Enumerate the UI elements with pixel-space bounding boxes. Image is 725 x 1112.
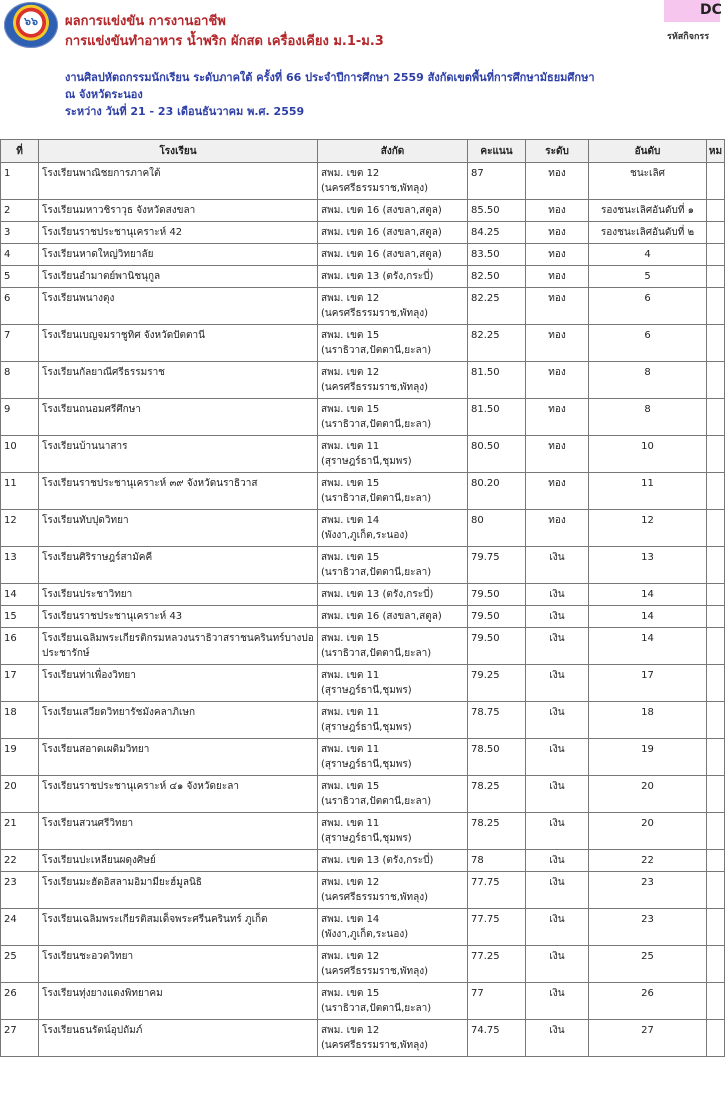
row-score: 79.75 bbox=[468, 547, 526, 584]
row-affiliation bbox=[318, 1020, 468, 1057]
row-level: ทอง bbox=[526, 436, 589, 473]
affiliation-line-1: สพม. เขต 13 (ตรัง,กระบี่) bbox=[321, 271, 434, 282]
row-school: โรงเรียนพาณิชยการภาคใต้ bbox=[39, 163, 318, 200]
affiliation-line-1: สพม. เขต 15 bbox=[321, 330, 380, 341]
row-no: 19 bbox=[1, 739, 39, 776]
row-rank: 20 bbox=[589, 813, 707, 850]
row-rank: 18 bbox=[589, 702, 707, 739]
row-score: 82.25 bbox=[468, 288, 526, 325]
affiliation-line-1: สพม. เขต 12 bbox=[321, 367, 380, 378]
table-row bbox=[1, 628, 725, 665]
table-row bbox=[1, 325, 725, 362]
activity-code-label: รหัสกิจกรร bbox=[667, 32, 710, 42]
row-extra bbox=[707, 244, 725, 266]
row-affiliation bbox=[318, 776, 468, 813]
affiliation-line-1: สพม. เขต 15 bbox=[321, 552, 380, 563]
event-dates: ระหว่าง วันที่ 21 - 23 เดือนธันวาคม พ.ศ. 2559 bbox=[65, 105, 305, 118]
row-score: 74.75 bbox=[468, 1020, 526, 1057]
row-extra bbox=[707, 813, 725, 850]
row-score: 79.25 bbox=[468, 665, 526, 702]
table-row bbox=[1, 1020, 725, 1057]
affiliation-line-2: (สุราษฎร์ธานี,ชุมพร) bbox=[321, 759, 412, 770]
affiliation-line-1: สพม. เขต 12 bbox=[321, 877, 380, 888]
table-row bbox=[1, 946, 725, 983]
row-affiliation bbox=[318, 362, 468, 399]
row-level: เงิน bbox=[526, 628, 589, 665]
table-row bbox=[1, 266, 725, 288]
row-score: 80 bbox=[468, 510, 526, 547]
row-rank: 12 bbox=[589, 510, 707, 547]
row-extra bbox=[707, 163, 725, 200]
row-level: ทอง bbox=[526, 473, 589, 510]
results-body bbox=[1, 163, 725, 1057]
row-school: โรงเรียนถนอมศรีศึกษา bbox=[39, 399, 318, 436]
affiliation-line-2: (นครศรีธรรมราช,พัทลุง) bbox=[321, 183, 429, 194]
row-level: เงิน bbox=[526, 872, 589, 909]
row-school: โรงเรียนกัลยาณีศรีธรรมราช bbox=[39, 362, 318, 399]
row-affiliation bbox=[318, 436, 468, 473]
row-level: ทอง bbox=[526, 266, 589, 288]
row-level: เงิน bbox=[526, 909, 589, 946]
row-extra bbox=[707, 436, 725, 473]
results-table bbox=[0, 139, 725, 1057]
row-score: 87 bbox=[468, 163, 526, 200]
header-level: ระดับ bbox=[526, 140, 589, 163]
table-row bbox=[1, 872, 725, 909]
row-school: โรงเรียนสอาดเผดิมวิทยา bbox=[39, 739, 318, 776]
row-affiliation bbox=[318, 584, 468, 606]
row-level: ทอง bbox=[526, 200, 589, 222]
row-extra bbox=[707, 739, 725, 776]
row-score: 77.75 bbox=[468, 872, 526, 909]
header-no: ที่ bbox=[1, 140, 39, 163]
row-affiliation bbox=[318, 547, 468, 584]
row-score: 78.75 bbox=[468, 702, 526, 739]
row-level: เงิน bbox=[526, 983, 589, 1020]
affiliation-line-2: (สุราษฎร์ธานี,ชุมพร) bbox=[321, 833, 412, 844]
row-score: 82.50 bbox=[468, 266, 526, 288]
row-score: 82.25 bbox=[468, 325, 526, 362]
row-affiliation bbox=[318, 739, 468, 776]
row-score: 78.25 bbox=[468, 776, 526, 813]
row-affiliation bbox=[318, 288, 468, 325]
row-school: โรงเรียนทับปุดวิทยา bbox=[39, 510, 318, 547]
row-rank: 27 bbox=[589, 1020, 707, 1057]
row-school: โรงเรียนศิริราษฎร์สามัคคี bbox=[39, 547, 318, 584]
row-school: โรงเรียนปะเหลียนผดุงศิษย์ bbox=[39, 850, 318, 872]
affiliation-line-1: สพม. เขต 15 bbox=[321, 633, 380, 644]
table-row bbox=[1, 200, 725, 222]
row-score: 77 bbox=[468, 983, 526, 1020]
table-row bbox=[1, 547, 725, 584]
row-extra bbox=[707, 288, 725, 325]
row-extra bbox=[707, 850, 725, 872]
row-affiliation bbox=[318, 665, 468, 702]
table-row bbox=[1, 510, 725, 547]
affiliation-line-1: สพม. เขต 15 bbox=[321, 404, 380, 415]
affiliation-line-1: สพม. เขต 16 (สงขลา,สตูล) bbox=[321, 611, 442, 622]
affiliation-line-2: (นครศรีธรรมราช,พัทลุง) bbox=[321, 308, 429, 319]
table-row bbox=[1, 909, 725, 946]
affiliation-line-2: (พังงา,ภูเก็ต,ระนอง) bbox=[321, 929, 409, 940]
row-level: เงิน bbox=[526, 1020, 589, 1057]
row-no: 5 bbox=[1, 266, 39, 288]
row-affiliation bbox=[318, 222, 468, 244]
table-row bbox=[1, 813, 725, 850]
affiliation-line-2: (นครศรีธรรมราช,พัทลุง) bbox=[321, 966, 429, 977]
row-affiliation bbox=[318, 850, 468, 872]
row-extra bbox=[707, 399, 725, 436]
row-no: 12 bbox=[1, 510, 39, 547]
row-level: เงิน bbox=[526, 776, 589, 813]
row-no: 3 bbox=[1, 222, 39, 244]
row-affiliation bbox=[318, 325, 468, 362]
table-row bbox=[1, 739, 725, 776]
table-row bbox=[1, 362, 725, 399]
row-extra bbox=[707, 362, 725, 399]
row-score: 77.75 bbox=[468, 909, 526, 946]
row-rank: 13 bbox=[589, 547, 707, 584]
row-no: 1 bbox=[1, 163, 39, 200]
affiliation-line-1: สพม. เขต 13 (ตรัง,กระบี่) bbox=[321, 855, 434, 866]
table-row bbox=[1, 665, 725, 702]
table-row bbox=[1, 606, 725, 628]
affiliation-line-1: สพม. เขต 12 bbox=[321, 1025, 380, 1036]
row-affiliation bbox=[318, 399, 468, 436]
row-rank: 14 bbox=[589, 628, 707, 665]
row-school: โรงเรียนเฉลิมพระเกียรติกรมหลวงนราธิวาสราชนครินทร์บางปอประชารักษ์ bbox=[39, 628, 318, 665]
row-school: โรงเรียนชะอวดวิทยา bbox=[39, 946, 318, 983]
row-no: 16 bbox=[1, 628, 39, 665]
row-school: โรงเรียนราชประชานุเคราะห์ 43 bbox=[39, 606, 318, 628]
affiliation-line-1: สพม. เขต 12 bbox=[321, 951, 380, 962]
affiliation-line-2: (นราธิวาส,ปัตตานี,ยะลา) bbox=[321, 796, 432, 807]
row-level: ทอง bbox=[526, 222, 589, 244]
row-rank: 19 bbox=[589, 739, 707, 776]
activity-code-badge bbox=[664, 0, 720, 22]
header-extra: หม bbox=[707, 140, 725, 163]
row-school: โรงเรียนธนรัตน์อุปถัมภ์ bbox=[39, 1020, 318, 1057]
row-score: 80.20 bbox=[468, 473, 526, 510]
row-affiliation bbox=[318, 946, 468, 983]
row-no: 17 bbox=[1, 665, 39, 702]
row-no: 2 bbox=[1, 200, 39, 222]
affiliation-line-1: สพม. เขต 11 bbox=[321, 670, 380, 681]
row-no: 7 bbox=[1, 325, 39, 362]
row-extra bbox=[707, 946, 725, 983]
affiliation-line-2: (นครศรีธรรมราช,พัทลุง) bbox=[321, 1040, 429, 1051]
row-rank: 14 bbox=[589, 584, 707, 606]
row-level: เงิน bbox=[526, 547, 589, 584]
row-extra bbox=[707, 510, 725, 547]
row-level: เงิน bbox=[526, 665, 589, 702]
row-score: 81.50 bbox=[468, 362, 526, 399]
row-school: โรงเรียนเฉลิมพระเกียรติสมเด็จพระศรีนครินทร์ ภูเก็ต bbox=[39, 909, 318, 946]
row-affiliation bbox=[318, 473, 468, 510]
row-level: เงิน bbox=[526, 850, 589, 872]
affiliation-line-1: สพม. เขต 16 (สงขลา,สตูล) bbox=[321, 249, 442, 260]
table-header-row bbox=[1, 140, 725, 163]
row-level: เงิน bbox=[526, 813, 589, 850]
row-extra bbox=[707, 473, 725, 510]
row-level: เงิน bbox=[526, 702, 589, 739]
row-affiliation bbox=[318, 702, 468, 739]
row-rank: 8 bbox=[589, 399, 707, 436]
row-score: 78 bbox=[468, 850, 526, 872]
activity-code: DC bbox=[700, 2, 722, 18]
table-row bbox=[1, 288, 725, 325]
affiliation-line-1: สพม. เขต 16 (สงขลา,สตูล) bbox=[321, 227, 442, 238]
row-school: โรงเรียนเบญจมราชูทิศ จังหวัดปัตตานี bbox=[39, 325, 318, 362]
row-no: 18 bbox=[1, 702, 39, 739]
report-title: ผลการแข่งขัน การงานอาชีพ bbox=[65, 14, 226, 29]
row-score: 85.50 bbox=[468, 200, 526, 222]
affiliation-line-1: สพม. เขต 15 bbox=[321, 781, 380, 792]
row-score: 80.50 bbox=[468, 436, 526, 473]
row-no: 21 bbox=[1, 813, 39, 850]
row-no: 22 bbox=[1, 850, 39, 872]
table-row bbox=[1, 399, 725, 436]
row-rank: 20 bbox=[589, 776, 707, 813]
table-row bbox=[1, 222, 725, 244]
row-extra bbox=[707, 547, 725, 584]
row-no: 15 bbox=[1, 606, 39, 628]
row-affiliation bbox=[318, 813, 468, 850]
table-row bbox=[1, 436, 725, 473]
row-score: 83.50 bbox=[468, 244, 526, 266]
row-no: 13 bbox=[1, 547, 39, 584]
row-level: ทอง bbox=[526, 163, 589, 200]
row-extra bbox=[707, 200, 725, 222]
row-affiliation bbox=[318, 983, 468, 1020]
row-affiliation bbox=[318, 510, 468, 547]
report-header bbox=[0, 0, 720, 135]
table-row bbox=[1, 473, 725, 510]
row-level: ทอง bbox=[526, 288, 589, 325]
row-rank: 26 bbox=[589, 983, 707, 1020]
row-level: ทอง bbox=[526, 362, 589, 399]
affiliation-line-2: (นครศรีธรรมราช,พัทลุง) bbox=[321, 892, 429, 903]
affiliation-line-2: (พังงา,ภูเก็ต,ระนอง) bbox=[321, 530, 409, 541]
row-no: 24 bbox=[1, 909, 39, 946]
row-extra bbox=[707, 665, 725, 702]
row-level: ทอง bbox=[526, 399, 589, 436]
row-extra bbox=[707, 909, 725, 946]
row-school: โรงเรียนราชประชานุเคราะห์ 42 bbox=[39, 222, 318, 244]
row-extra bbox=[707, 872, 725, 909]
affiliation-line-1: สพม. เขต 11 bbox=[321, 707, 380, 718]
affiliation-line-1: สพม. เขต 12 bbox=[321, 168, 380, 179]
affiliation-line-1: สพม. เขต 11 bbox=[321, 441, 380, 452]
row-score: 78.25 bbox=[468, 813, 526, 850]
row-extra bbox=[707, 702, 725, 739]
row-extra bbox=[707, 628, 725, 665]
row-no: 23 bbox=[1, 872, 39, 909]
table-row bbox=[1, 244, 725, 266]
table-row bbox=[1, 702, 725, 739]
row-affiliation bbox=[318, 606, 468, 628]
row-rank: 4 bbox=[589, 244, 707, 266]
row-score: 79.50 bbox=[468, 628, 526, 665]
row-school: โรงเรียนมะฮัดอิสลามอิมามียะฮ์มูลนิธิ bbox=[39, 872, 318, 909]
row-no: 9 bbox=[1, 399, 39, 436]
row-school: โรงเรียนอำมาตย์พานิชนุกูล bbox=[39, 266, 318, 288]
row-no: 6 bbox=[1, 288, 39, 325]
affiliation-line-2: (นราธิวาส,ปัตตานี,ยะลา) bbox=[321, 493, 432, 504]
row-rank: รองชนะเลิศอันดับที่ ๑ bbox=[589, 200, 707, 222]
row-level: ทอง bbox=[526, 325, 589, 362]
row-rank: ชนะเลิศ bbox=[589, 163, 707, 200]
affiliation-line-1: สพม. เขต 14 bbox=[321, 515, 380, 526]
row-school: โรงเรียนพนางตุง bbox=[39, 288, 318, 325]
row-affiliation bbox=[318, 628, 468, 665]
row-affiliation bbox=[318, 200, 468, 222]
row-rank: 25 bbox=[589, 946, 707, 983]
row-rank: รองชนะเลิศอันดับที่ ๒ bbox=[589, 222, 707, 244]
row-extra bbox=[707, 983, 725, 1020]
logo-mark: ๖๖ bbox=[24, 15, 38, 28]
row-rank: 6 bbox=[589, 325, 707, 362]
table-row bbox=[1, 983, 725, 1020]
event-subtitle: งานศิลปหัตถกรรมนักเรียน ระดับภาคใต้ ครั้งที่ 66 ประจำปีการศึกษา 2559 สังกัดเขตพื้นที่การศึกษามัธยมศึกษา bbox=[65, 71, 595, 84]
row-affiliation bbox=[318, 244, 468, 266]
event-logo-icon bbox=[4, 2, 58, 48]
affiliation-line-2: (นครศรีธรรมราช,พัทลุง) bbox=[321, 382, 429, 393]
row-rank: 8 bbox=[589, 362, 707, 399]
row-score: 81.50 bbox=[468, 399, 526, 436]
table-row bbox=[1, 163, 725, 200]
affiliation-line-1: สพม. เขต 16 (สงขลา,สตูล) bbox=[321, 205, 442, 216]
row-level: เงิน bbox=[526, 606, 589, 628]
row-extra bbox=[707, 325, 725, 362]
row-extra bbox=[707, 1020, 725, 1057]
affiliation-line-2: (นราธิวาส,ปัตตานี,ยะลา) bbox=[321, 1003, 432, 1014]
row-rank: 23 bbox=[589, 909, 707, 946]
row-no: 11 bbox=[1, 473, 39, 510]
table-row bbox=[1, 850, 725, 872]
row-school: โรงเรียนเสวียดวิทยารัชมังคลาภิเษก bbox=[39, 702, 318, 739]
row-no: 14 bbox=[1, 584, 39, 606]
competition-title: การแข่งขันทำอาหาร น้ำพริก ผักสด เครื่องเคียง ม.1-ม.3 bbox=[65, 34, 384, 49]
row-affiliation bbox=[318, 872, 468, 909]
row-affiliation bbox=[318, 909, 468, 946]
row-no: 27 bbox=[1, 1020, 39, 1057]
row-level: เงิน bbox=[526, 946, 589, 983]
row-school: โรงเรียนบ้านนาสาร bbox=[39, 436, 318, 473]
row-extra bbox=[707, 776, 725, 813]
row-level: เงิน bbox=[526, 739, 589, 776]
row-rank: 11 bbox=[589, 473, 707, 510]
row-score: 77.25 bbox=[468, 946, 526, 983]
row-no: 26 bbox=[1, 983, 39, 1020]
affiliation-line-1: สพม. เขต 15 bbox=[321, 988, 380, 999]
affiliation-line-1: สพม. เขต 13 (ตรัง,กระบี่) bbox=[321, 589, 434, 600]
affiliation-line-1: สพม. เขต 14 bbox=[321, 914, 380, 925]
row-score: 79.50 bbox=[468, 584, 526, 606]
row-school: โรงเรียนราชประชานุเคราะห์ ๔๑ จังหวัดยะลา bbox=[39, 776, 318, 813]
row-no: 10 bbox=[1, 436, 39, 473]
event-venue: ณ จังหวัดระนอง bbox=[65, 88, 143, 101]
table-row bbox=[1, 584, 725, 606]
header-score: คะแนน bbox=[468, 140, 526, 163]
row-school: โรงเรียนราชประชานุเคราะห์ ๓๙ จังหวัดนราธิวาส bbox=[39, 473, 318, 510]
row-no: 8 bbox=[1, 362, 39, 399]
row-school: โรงเรียนประชาวิทยา bbox=[39, 584, 318, 606]
row-rank: 22 bbox=[589, 850, 707, 872]
row-no: 25 bbox=[1, 946, 39, 983]
affiliation-line-2: (นราธิวาส,ปัตตานี,ยะลา) bbox=[321, 648, 432, 659]
row-rank: 17 bbox=[589, 665, 707, 702]
row-score: 78.50 bbox=[468, 739, 526, 776]
row-rank: 5 bbox=[589, 266, 707, 288]
affiliation-line-1: สพม. เขต 15 bbox=[321, 478, 380, 489]
table-row bbox=[1, 776, 725, 813]
row-school: โรงเรียนสวนศรีวิทยา bbox=[39, 813, 318, 850]
affiliation-line-2: (สุราษฎร์ธานี,ชุมพร) bbox=[321, 456, 412, 467]
row-level: ทอง bbox=[526, 510, 589, 547]
row-rank: 10 bbox=[589, 436, 707, 473]
row-extra bbox=[707, 584, 725, 606]
row-no: 20 bbox=[1, 776, 39, 813]
affiliation-line-2: (นราธิวาส,ปัตตานี,ยะลา) bbox=[321, 419, 432, 430]
row-rank: 6 bbox=[589, 288, 707, 325]
affiliation-line-2: (สุราษฎร์ธานี,ชุมพร) bbox=[321, 722, 412, 733]
row-school: โรงเรียนมหาวชิราวุธ จังหวัดสงขลา bbox=[39, 200, 318, 222]
affiliation-line-1: สพม. เขต 11 bbox=[321, 744, 380, 755]
row-extra bbox=[707, 222, 725, 244]
row-rank: 14 bbox=[589, 606, 707, 628]
affiliation-line-1: สพม. เขต 11 bbox=[321, 818, 380, 829]
row-extra bbox=[707, 606, 725, 628]
row-score: 84.25 bbox=[468, 222, 526, 244]
affiliation-line-2: (สุราษฎร์ธานี,ชุมพร) bbox=[321, 685, 412, 696]
row-no: 4 bbox=[1, 244, 39, 266]
row-level: เงิน bbox=[526, 584, 589, 606]
row-school: โรงเรียนหาดใหญ่วิทยาลัย bbox=[39, 244, 318, 266]
row-level: ทอง bbox=[526, 244, 589, 266]
affiliation-line-2: (นราธิวาส,ปัตตานี,ยะลา) bbox=[321, 567, 432, 578]
row-affiliation bbox=[318, 266, 468, 288]
row-affiliation bbox=[318, 163, 468, 200]
row-score: 79.50 bbox=[468, 606, 526, 628]
header-rank: อันดับ bbox=[589, 140, 707, 163]
header-school: โรงเรียน bbox=[39, 140, 318, 163]
affiliation-line-2: (นราธิวาส,ปัตตานี,ยะลา) bbox=[321, 345, 432, 356]
row-extra bbox=[707, 266, 725, 288]
row-school: โรงเรียนทุ่งยางแดงพิทยาคม bbox=[39, 983, 318, 1020]
row-school: โรงเรียนท่าเพื่องวิทยา bbox=[39, 665, 318, 702]
header-affiliation: สังกัด bbox=[318, 140, 468, 163]
row-rank: 23 bbox=[589, 872, 707, 909]
affiliation-line-1: สพม. เขต 12 bbox=[321, 293, 380, 304]
